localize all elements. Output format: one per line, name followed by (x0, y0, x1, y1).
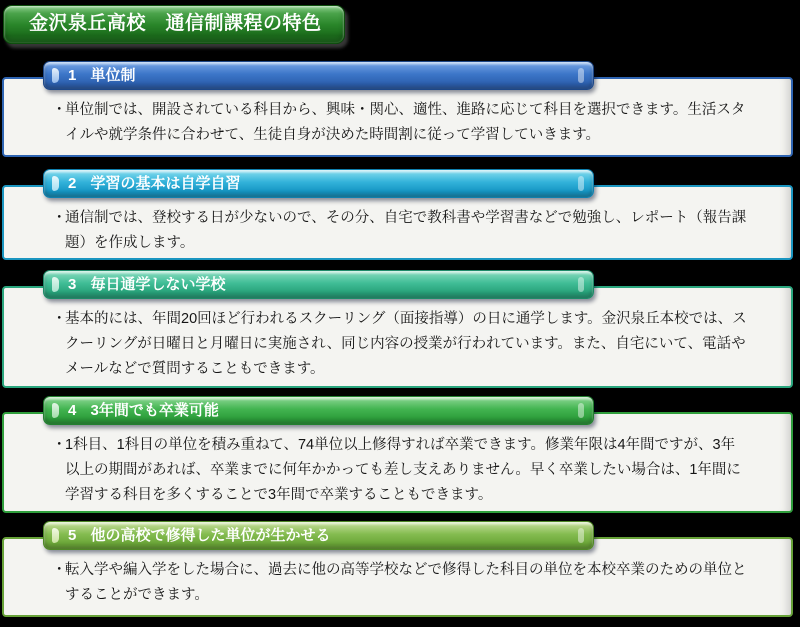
section-number: 5 (68, 527, 77, 544)
header-accent-icon (52, 68, 59, 83)
section-2-header-bar (43, 169, 594, 198)
section-5-header-bar (43, 521, 594, 550)
section-title: 他の高校で修得した単位が生かせる (90, 527, 331, 544)
header-cap-highlight-icon (578, 68, 584, 83)
section-body-text (4, 414, 791, 508)
section-number: 2 (68, 175, 77, 192)
section-1-header-bar (43, 61, 594, 90)
section-number: 4 (68, 402, 77, 419)
section-title: 学習の基本は自学自習 (90, 175, 241, 192)
bullet-icon: ・ (52, 102, 67, 118)
section-number: 1 (68, 67, 77, 84)
section-title: 3年間でも卒業可能 (90, 402, 219, 419)
bullet-icon: ・ (52, 311, 67, 327)
header-accent-icon (52, 176, 59, 191)
section-3-content-box (2, 286, 793, 388)
header-cap-highlight-icon (578, 528, 584, 543)
bullet-icon: ・ (52, 562, 67, 578)
section-title: 毎日通学しない学校 (90, 276, 226, 293)
section-number: 3 (68, 276, 77, 293)
header-accent-icon (52, 528, 59, 543)
bullet-icon: ・ (52, 210, 67, 226)
section-5-body: 転入学や編入学をした場合に、過去に他の高等学校などで修得した科目の単位を本校卒業のための単位とすることができます。 (65, 562, 747, 603)
section-title: 単位制 (90, 67, 136, 84)
section-3-body: 基本的には、年間20回ほど行われるスクーリング（面接指導）の日に通学します。金沢泉丘本校では、スクーリングが日曜日と月曜日に実施され、同じ内容の授業が行われています。また、自宅にいて、電話やメールなどで質問することもできます。 (65, 311, 747, 377)
bullet-icon: ・ (52, 437, 67, 453)
header-cap-highlight-icon (578, 176, 584, 191)
section-4-body: 1科目、1科目の単位を積み重ねて、74単位以上修得すれば卒業できます。修業年限は4年間ですが、3年以上の期間があれば、卒業までに何年かかっても差し支えありません。早く卒業したい場合は、1年間に学習する科目を多くすることで3年間で卒業することもできます。 (65, 437, 741, 503)
section-3-header-bar (43, 270, 594, 299)
section-1-body: 単位制では、開設されている科目から、興味・関心、適性、進路に応じて科目を選択できます。生活スタイルや就学条件に合わせて、生徒自身が決めた時間割に従って学習していきます。 (65, 102, 746, 143)
header-accent-icon (52, 277, 59, 292)
title-banner (3, 5, 345, 44)
section-4-content-box (2, 412, 793, 513)
section-2-body: 通信制では、登校する日が少ないので、その分、自宅で教科書や学習書などで勉強し、レポート（報告課題）を作成します。 (65, 210, 747, 251)
page-title: 金沢泉丘高校 通信制課程の特色 (29, 13, 322, 34)
header-accent-icon (52, 403, 59, 418)
section-4-header-bar (43, 396, 594, 425)
header-cap-highlight-icon (578, 403, 584, 418)
section-body-text (4, 288, 791, 382)
header-cap-highlight-icon (578, 277, 584, 292)
